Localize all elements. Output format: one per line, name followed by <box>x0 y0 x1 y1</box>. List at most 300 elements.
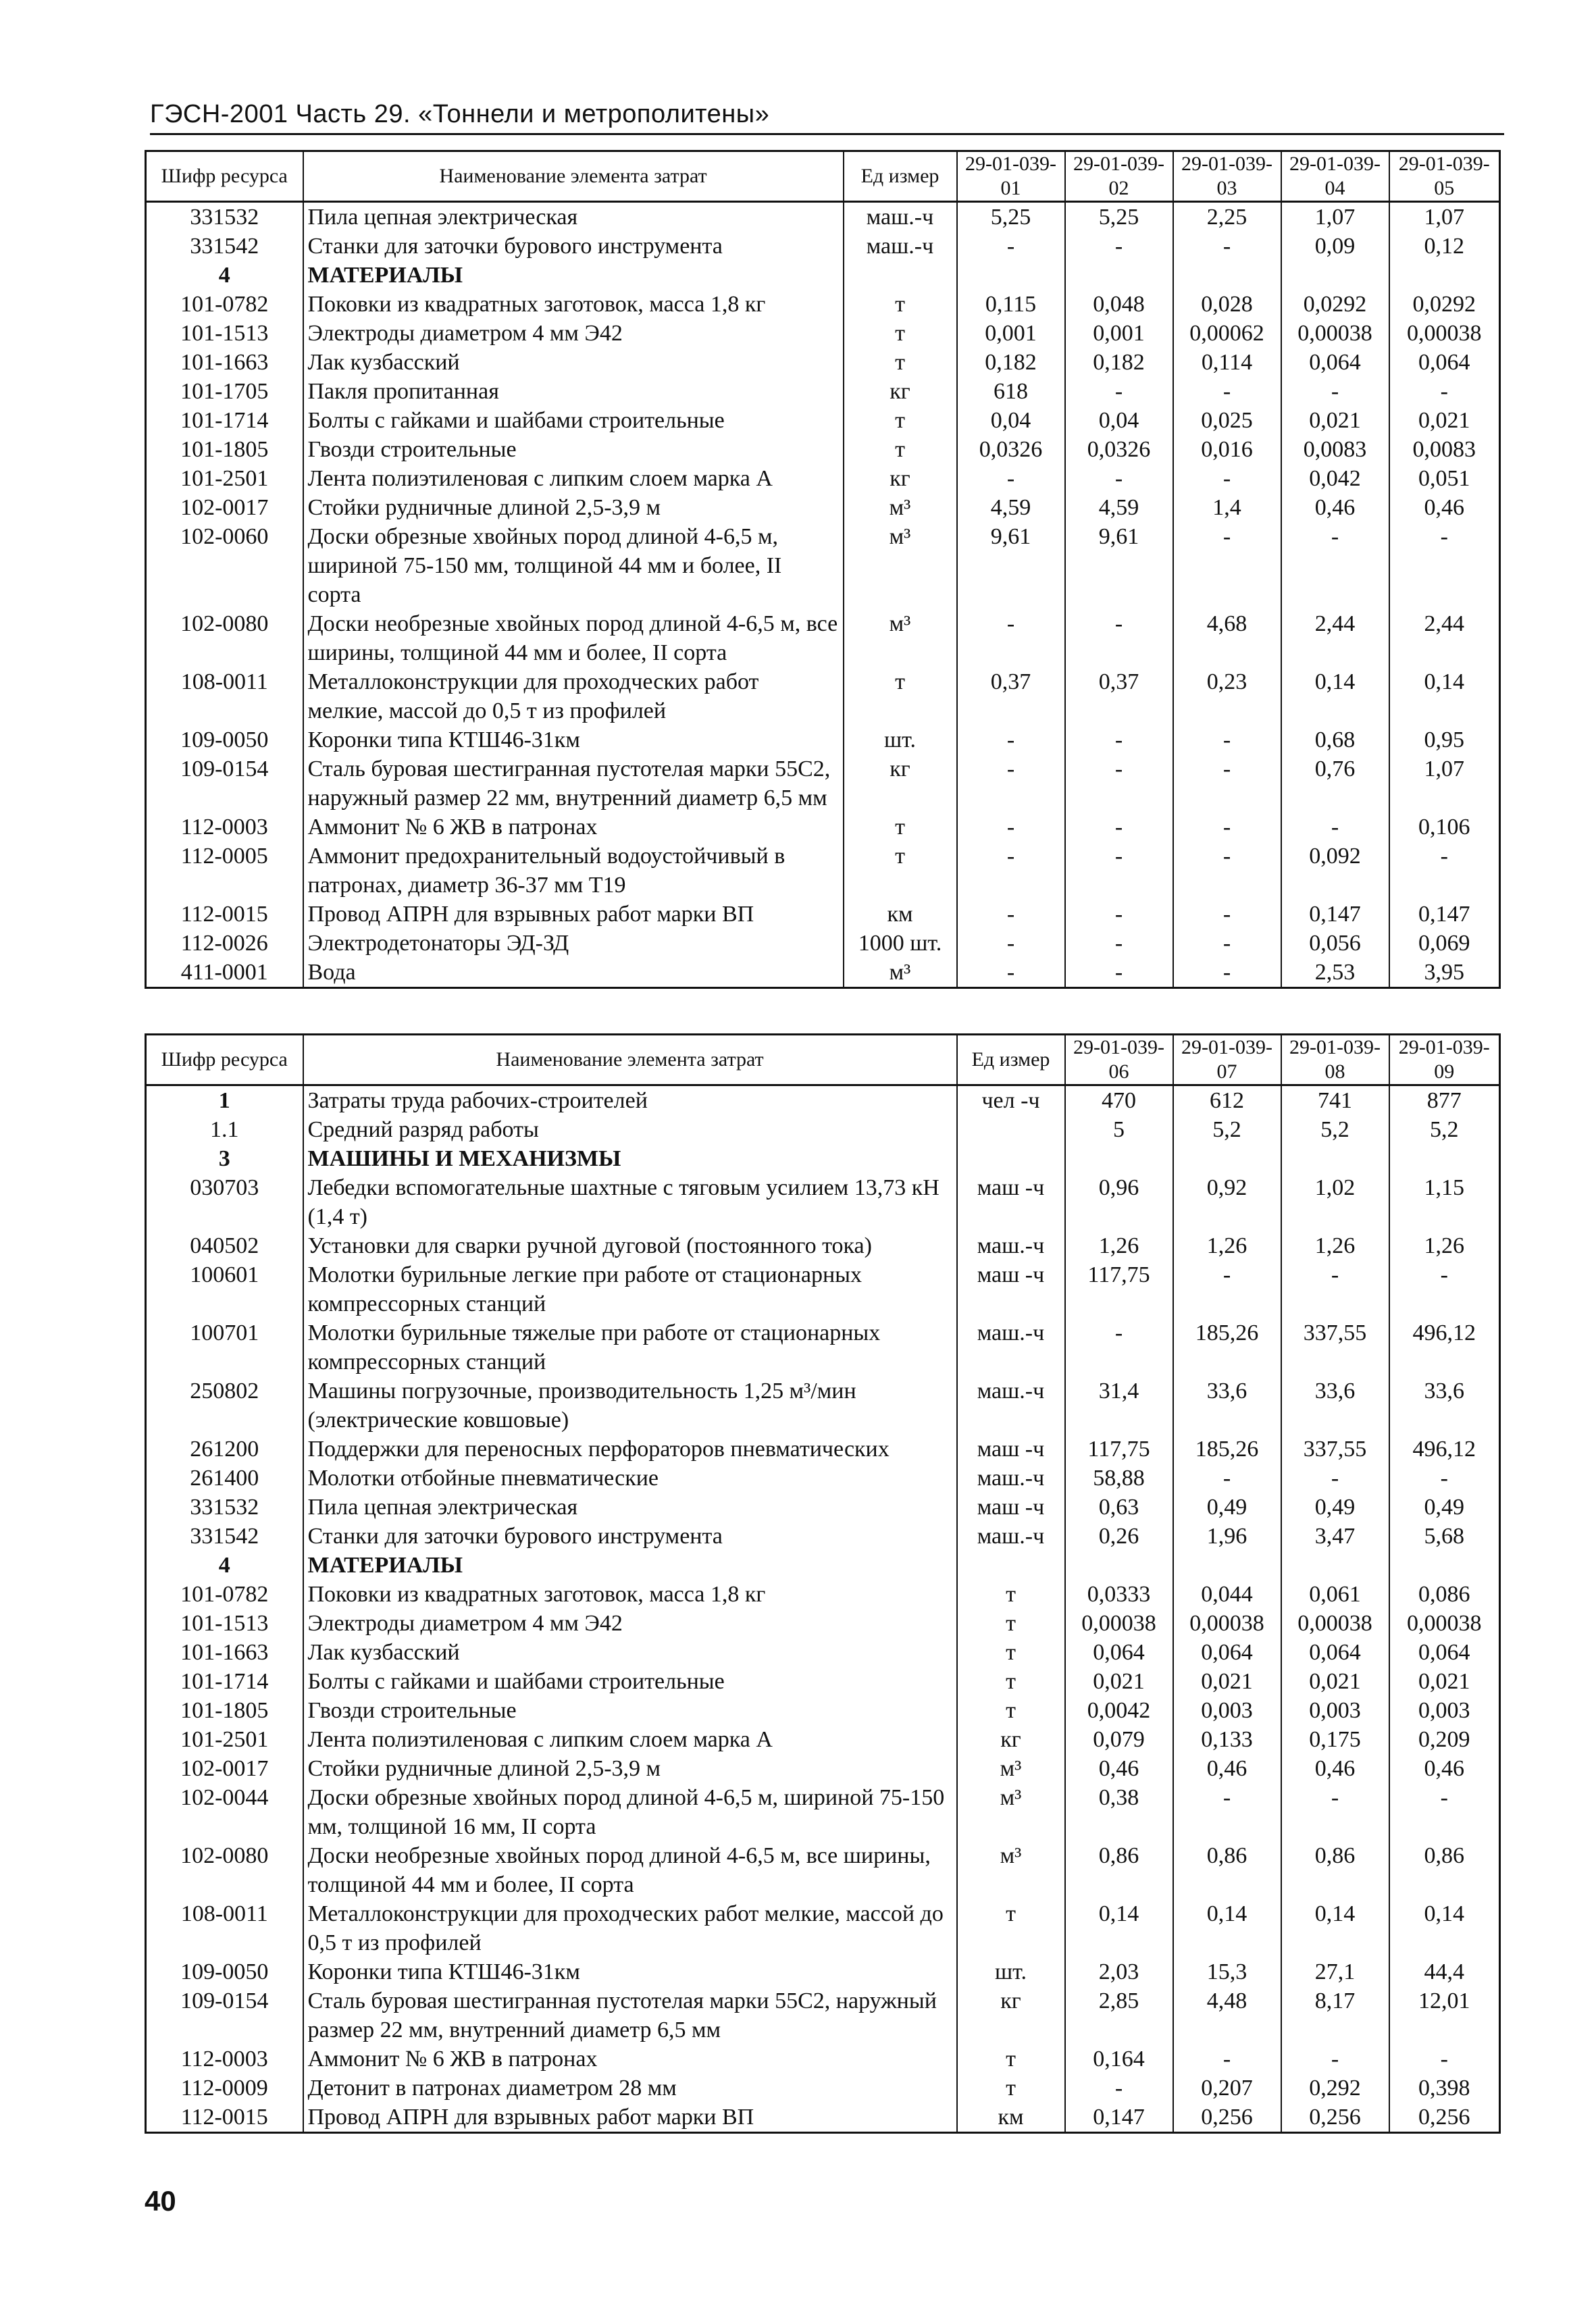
unit-cell: т <box>844 842 957 900</box>
table-row <box>146 1957 1500 1986</box>
resource-name-cell: Гвозди строительные <box>303 435 844 464</box>
value-cell <box>1065 1144 1173 1173</box>
resource-name-cell: Средний разряд работы <box>303 1115 957 1144</box>
value-cell: 0,256 <box>1173 2103 1281 2133</box>
unit-cell: т <box>957 1580 1065 1609</box>
value-cell: 31,4 <box>1065 1377 1173 1435</box>
table-row <box>146 1580 1500 1609</box>
value-cell: 0,14 <box>1065 1899 1173 1957</box>
unit-cell: маш.-ч <box>844 202 957 232</box>
unit-cell: маш -ч <box>957 1493 1065 1522</box>
value-cell: 0,46 <box>1281 493 1389 522</box>
value-cell: 33,6 <box>1389 1377 1500 1435</box>
resource-name-cell: Поковки из квадратных заготовок, масса 1,8 кг <box>303 290 844 319</box>
unit-cell: маш.-ч <box>957 1522 1065 1551</box>
value-cell: 27,1 <box>1281 1957 1389 1986</box>
table-row <box>146 1899 1500 1957</box>
resource-code-cell: 040502 <box>146 1231 303 1260</box>
table-row <box>146 202 1500 232</box>
resource-name-cell: Молотки бурильные тяжелые при работе от стационарных компрессорных станций <box>303 1318 957 1377</box>
unit-cell: км <box>844 900 957 929</box>
resource-code-cell: 1.1 <box>146 1115 303 1144</box>
value-cell: 1,26 <box>1173 1231 1281 1260</box>
value-cell: - <box>1173 1783 1281 1841</box>
value-cell: 0,069 <box>1389 929 1500 958</box>
value-cell: - <box>1281 813 1389 842</box>
value-cell: 0,96 <box>1065 1173 1173 1231</box>
resource-code-cell: 101-1513 <box>146 1609 303 1638</box>
resource-name-cell: Сталь буровая шестигранная пустотелая марки 55С2, наружный размер 22 мм, внутренний диаметр 6,5 мм <box>303 1986 957 2045</box>
value-cell: 0,048 <box>1065 290 1173 319</box>
unit-cell: маш.-ч <box>957 1231 1065 1260</box>
unit-cell: т <box>957 1667 1065 1696</box>
value-cell: 4,68 <box>1173 609 1281 667</box>
column-header: 29-01-039-03 <box>1173 151 1281 202</box>
table-row <box>146 2045 1500 2074</box>
value-cell: 0,86 <box>1389 1841 1500 1899</box>
value-cell: 1,15 <box>1389 1173 1500 1231</box>
value-cell: 5,25 <box>1065 202 1173 232</box>
value-cell: 0,00038 <box>1065 1609 1173 1638</box>
table-row <box>146 232 1500 261</box>
value-cell: 0,04 <box>1065 406 1173 435</box>
unit-cell: кг <box>844 377 957 406</box>
resource-name-cell: Металлоконструкции для проходческих работ мелкие, массой до 0,5 т из профилей <box>303 667 844 725</box>
resource-name-cell: Провод АПРН для взрывных работ марки ВП <box>303 2103 957 2133</box>
table-row <box>146 725 1500 754</box>
resource-code-cell: 331542 <box>146 1522 303 1551</box>
resource-code-cell: 100601 <box>146 1260 303 1318</box>
value-cell: 0,051 <box>1389 464 1500 493</box>
value-cell: 8,17 <box>1281 1986 1389 2045</box>
unit-cell: т <box>957 2074 1065 2103</box>
resource-name-cell: Молотки бурильные легкие при работе от стационарных компрессорных станций <box>303 1260 957 1318</box>
value-cell: 0,00038 <box>1173 1609 1281 1638</box>
unit-cell: м³ <box>844 493 957 522</box>
resource-name-cell: Болты с гайками и шайбами строительные <box>303 1667 957 1696</box>
resource-name-cell: Машины погрузочные, производительность 1,25 м³/мин (электрические ковшовые) <box>303 1377 957 1435</box>
value-cell: 612 <box>1173 1085 1281 1116</box>
table-row <box>146 609 1500 667</box>
value-cell <box>1281 1144 1389 1173</box>
resource-name-cell: Доски необрезные хвойных пород длиной 4-6,5 м, все ширины, толщиной 44 мм и более, II сорта <box>303 609 844 667</box>
column-header: Шифр ресурса <box>146 1035 303 1085</box>
value-cell: 0,042 <box>1281 464 1389 493</box>
resource-code-cell: 411-0001 <box>146 958 303 988</box>
unit-cell: км <box>957 2103 1065 2133</box>
resource-code-cell: 101-2501 <box>146 464 303 493</box>
resource-name-cell: Доски обрезные хвойных пород длиной 4-6,5 м, шириной 75-150 мм, толщиной 44 мм и более, II сорта <box>303 522 844 609</box>
value-cell: - <box>957 232 1065 261</box>
unit-cell: м³ <box>844 958 957 988</box>
value-cell: 1,96 <box>1173 1522 1281 1551</box>
resource-code-cell: 102-0060 <box>146 522 303 609</box>
table-row <box>146 2103 1500 2133</box>
value-cell: 0,061 <box>1281 1580 1389 1609</box>
table-row <box>146 1260 1500 1318</box>
value-cell: 9,61 <box>957 522 1065 609</box>
value-cell: - <box>1173 1464 1281 1493</box>
value-cell: 0,064 <box>1389 1638 1500 1667</box>
resource-name-cell: Лак кузбасский <box>303 1638 957 1667</box>
value-cell: 0,256 <box>1281 2103 1389 2133</box>
value-cell: 0,147 <box>1281 900 1389 929</box>
value-cell: 185,26 <box>1173 1435 1281 1464</box>
value-cell: - <box>957 464 1065 493</box>
table-row <box>146 1754 1500 1783</box>
table-row <box>146 1493 1500 1522</box>
value-cell: - <box>1065 842 1173 900</box>
unit-cell: кг <box>844 464 957 493</box>
value-cell: 0,12 <box>1389 232 1500 261</box>
value-cell: - <box>1065 813 1173 842</box>
value-cell: 0,76 <box>1281 754 1389 813</box>
unit-cell: кг <box>957 1725 1065 1754</box>
resource-name-cell: Лебедки вспомогательные шахтные с тяговым усилием 13,73 кН (1,4 т) <box>303 1173 957 1231</box>
unit-cell: шт. <box>957 1957 1065 1986</box>
value-cell: 0,003 <box>1173 1696 1281 1725</box>
value-cell: 0,46 <box>1389 493 1500 522</box>
resource-code-cell: 112-0015 <box>146 900 303 929</box>
unit-cell: т <box>957 1609 1065 1638</box>
value-cell: - <box>1281 1260 1389 1318</box>
value-cell: - <box>1173 1260 1281 1318</box>
unit-cell: маш -ч <box>957 1173 1065 1231</box>
table-row <box>146 1085 1500 1116</box>
resource-code-cell: 331542 <box>146 232 303 261</box>
value-cell: 0,0292 <box>1389 290 1500 319</box>
resource-name-cell: Затраты труда рабочих-строителей <box>303 1085 957 1116</box>
value-cell: 741 <box>1281 1085 1389 1116</box>
resource-code-cell: 331532 <box>146 202 303 232</box>
resource-code-cell: 4 <box>146 1551 303 1580</box>
value-cell: 0,021 <box>1281 406 1389 435</box>
unit-cell: т <box>957 1899 1065 1957</box>
value-cell: - <box>1281 522 1389 609</box>
resource-code-cell: 101-1663 <box>146 348 303 377</box>
value-cell: 33,6 <box>1281 1377 1389 1435</box>
value-cell: 5,2 <box>1281 1115 1389 1144</box>
value-cell: - <box>1065 609 1173 667</box>
unit-cell: маш -ч <box>957 1435 1065 1464</box>
resource-code-cell: 331532 <box>146 1493 303 1522</box>
resource-name-cell: Доски необрезные хвойных пород длиной 4-6,5 м, все ширины, толщиной 44 мм и более, II сорта <box>303 1841 957 1899</box>
unit-cell: маш.-ч <box>844 232 957 261</box>
resource-code-cell: 4 <box>146 261 303 290</box>
value-cell <box>1281 1551 1389 1580</box>
section-row <box>146 1551 1500 1580</box>
value-cell: 12,01 <box>1389 1986 1500 2045</box>
resource-name-cell: МАШИНЫ И МЕХАНИЗМЫ <box>303 1144 957 1173</box>
resource-name-cell: Аммонит предохранительный водоустойчивый в патронах, диаметр 36-37 мм Т19 <box>303 842 844 900</box>
value-cell: 0,056 <box>1281 929 1389 958</box>
column-header: Ед измер <box>844 151 957 202</box>
value-cell <box>1173 1551 1281 1580</box>
value-cell: 337,55 <box>1281 1318 1389 1377</box>
value-cell: 0,46 <box>1281 1754 1389 1783</box>
value-cell: 0,86 <box>1065 1841 1173 1899</box>
value-cell: 0,38 <box>1065 1783 1173 1841</box>
value-cell: 1,4 <box>1173 493 1281 522</box>
value-cell: 877 <box>1389 1085 1500 1116</box>
resource-code-cell: 112-0003 <box>146 813 303 842</box>
resource-code-cell: 102-0017 <box>146 1754 303 1783</box>
unit-cell: м³ <box>957 1841 1065 1899</box>
table-row <box>146 1986 1500 2045</box>
value-cell: 1,02 <box>1281 1173 1389 1231</box>
value-cell: - <box>1389 842 1500 900</box>
resource-code-cell: 102-0044 <box>146 1783 303 1841</box>
unit-cell: кг <box>844 754 957 813</box>
unit-cell: т <box>844 348 957 377</box>
table-row <box>146 1115 1500 1144</box>
table-row <box>146 1725 1500 1754</box>
value-cell: 0,003 <box>1389 1696 1500 1725</box>
column-header: 29-01-039-06 <box>1065 1035 1173 1085</box>
unit-cell: м³ <box>844 609 957 667</box>
unit-cell: т <box>844 435 957 464</box>
resource-name-cell: Гвозди строительные <box>303 1696 957 1725</box>
value-cell: - <box>1065 1318 1173 1377</box>
value-cell: 0,021 <box>1389 1667 1500 1696</box>
unit-cell: маш.-ч <box>957 1377 1065 1435</box>
table-row <box>146 348 1500 377</box>
value-cell: 2,25 <box>1173 202 1281 232</box>
resource-name-cell: МАТЕРИАЛЫ <box>303 1551 957 1580</box>
resource-code-cell: 112-0003 <box>146 2045 303 2074</box>
unit-cell: т <box>957 1696 1065 1725</box>
unit-cell: 1000 шт. <box>844 929 957 958</box>
resource-code-cell: 101-2501 <box>146 1725 303 1754</box>
resource-code-cell: 101-0782 <box>146 1580 303 1609</box>
value-cell: 0,021 <box>1173 1667 1281 1696</box>
value-cell: 0,064 <box>1281 348 1389 377</box>
value-cell: - <box>1173 813 1281 842</box>
value-cell: 0,46 <box>1173 1754 1281 1783</box>
value-cell <box>1389 1551 1500 1580</box>
value-cell: 5,2 <box>1173 1115 1281 1144</box>
table-row <box>146 1667 1500 1696</box>
value-cell: 0,164 <box>1065 2045 1173 2074</box>
value-cell: 2,85 <box>1065 1986 1173 2045</box>
resource-name-cell: Вода <box>303 958 844 988</box>
value-cell: - <box>1173 754 1281 813</box>
value-cell: 58,88 <box>1065 1464 1173 1493</box>
resource-name-cell: Стойки рудничные длиной 2,5-3,9 м <box>303 493 844 522</box>
value-cell: 0,37 <box>1065 667 1173 725</box>
value-cell: - <box>1173 842 1281 900</box>
value-cell: - <box>1389 377 1500 406</box>
unit-cell: маш.-ч <box>957 1318 1065 1377</box>
table-row <box>146 522 1500 609</box>
value-cell: 0,14 <box>1281 667 1389 725</box>
value-cell: - <box>1173 464 1281 493</box>
value-cell: 0,0333 <box>1065 1580 1173 1609</box>
value-cell: 0,001 <box>957 319 1065 348</box>
table-row <box>146 406 1500 435</box>
value-cell: 0,68 <box>1281 725 1389 754</box>
resource-code-cell: 030703 <box>146 1173 303 1231</box>
resource-code-cell: 102-0080 <box>146 609 303 667</box>
value-cell: 496,12 <box>1389 1318 1500 1377</box>
table-row <box>146 842 1500 900</box>
resource-code-cell: 1 <box>146 1085 303 1116</box>
value-cell <box>1389 1144 1500 1173</box>
page-header: ГЭСН-2001 Часть 29. «Тоннели и метрополитены» <box>150 100 1504 135</box>
unit-cell: т <box>844 667 957 725</box>
value-cell <box>1065 1551 1173 1580</box>
resource-name-cell: Пила цепная электрическая <box>303 1493 957 1522</box>
value-cell: 0,00038 <box>1389 319 1500 348</box>
column-header: Шифр ресурса <box>146 151 303 202</box>
unit-cell: маш.-ч <box>957 1464 1065 1493</box>
value-cell: - <box>957 958 1065 988</box>
value-cell: 0,46 <box>1065 1754 1173 1783</box>
value-cell: 0,00038 <box>1281 1609 1389 1638</box>
unit-cell: м³ <box>957 1754 1065 1783</box>
value-cell: 2,53 <box>1281 958 1389 988</box>
value-cell: 0,398 <box>1389 2074 1500 2103</box>
unit-cell: м³ <box>957 1783 1065 1841</box>
table-row <box>146 377 1500 406</box>
table-row <box>146 929 1500 958</box>
value-cell: 0,001 <box>1065 319 1173 348</box>
table-row <box>146 754 1500 813</box>
unit-cell <box>844 261 957 290</box>
value-cell: 0,14 <box>1173 1899 1281 1957</box>
value-cell: - <box>1389 1464 1500 1493</box>
resource-name-cell: Станки для заточки бурового инструмента <box>303 1522 957 1551</box>
value-cell: 5,2 <box>1389 1115 1500 1144</box>
value-cell: 15,3 <box>1173 1957 1281 1986</box>
section-row <box>146 261 1500 290</box>
unit-cell: м³ <box>844 522 957 609</box>
value-cell: - <box>1389 2045 1500 2074</box>
resource-code-cell: 101-0782 <box>146 290 303 319</box>
resource-name-cell: Коронки типа КТШ46-31км <box>303 725 844 754</box>
resource-name-cell: Болты с гайками и шайбами строительные <box>303 406 844 435</box>
resource-name-cell: Электродетонаторы ЭД-ЗД <box>303 929 844 958</box>
resource-name-cell: Стойки рудничные длиной 2,5-3,9 м <box>303 1754 957 1783</box>
value-cell: 0,14 <box>1389 1899 1500 1957</box>
value-cell: - <box>1173 522 1281 609</box>
value-cell: - <box>957 609 1065 667</box>
value-cell: - <box>1065 232 1173 261</box>
value-cell: - <box>1065 2074 1173 2103</box>
value-cell: 0,092 <box>1281 842 1389 900</box>
value-cell: 0,49 <box>1281 1493 1389 1522</box>
value-cell: - <box>957 842 1065 900</box>
value-cell: 0,49 <box>1173 1493 1281 1522</box>
value-cell: 0,025 <box>1173 406 1281 435</box>
value-cell: 0,09 <box>1281 232 1389 261</box>
value-cell: 1,07 <box>1281 202 1389 232</box>
value-cell: 0,115 <box>957 290 1065 319</box>
resource-code-cell: 109-0050 <box>146 725 303 754</box>
value-cell: 0,86 <box>1281 1841 1389 1899</box>
resource-code-cell: 261400 <box>146 1464 303 1493</box>
resource-name-cell: Пакля пропитанная <box>303 377 844 406</box>
table-row <box>146 1696 1500 1725</box>
table-row <box>146 1231 1500 1260</box>
resource-code-cell: 102-0080 <box>146 1841 303 1899</box>
value-cell: 1,07 <box>1389 754 1500 813</box>
column-header: 29-01-039-01 <box>957 151 1065 202</box>
value-cell: 0,079 <box>1065 1725 1173 1754</box>
value-cell: 0,147 <box>1389 900 1500 929</box>
resource-name-cell: Станки для заточки бурового инструмента <box>303 232 844 261</box>
value-cell: - <box>1281 377 1389 406</box>
value-cell: - <box>1173 900 1281 929</box>
table-row <box>146 1609 1500 1638</box>
value-cell: 0,0042 <box>1065 1696 1173 1725</box>
value-cell: - <box>1173 929 1281 958</box>
value-cell: 33,6 <box>1173 1377 1281 1435</box>
value-cell: 0,064 <box>1065 1638 1173 1667</box>
value-cell: - <box>1065 900 1173 929</box>
resource-code-cell: 100701 <box>146 1318 303 1377</box>
column-header: 29-01-039-04 <box>1281 151 1389 202</box>
value-cell: 496,12 <box>1389 1435 1500 1464</box>
value-cell: - <box>1173 377 1281 406</box>
resource-code-cell: 112-0009 <box>146 2074 303 2103</box>
table-row <box>146 493 1500 522</box>
table-row <box>146 1377 1500 1435</box>
value-cell: 0,028 <box>1173 290 1281 319</box>
value-cell: - <box>957 725 1065 754</box>
value-cell: 0,021 <box>1281 1667 1389 1696</box>
resource-name-cell: Сталь буровая шестигранная пустотелая марки 55С2, наружный размер 22 мм, внутренний диаметр 6,5 мм <box>303 754 844 813</box>
value-cell: 0,106 <box>1389 813 1500 842</box>
value-cell <box>1281 261 1389 290</box>
value-cell: 0,064 <box>1281 1638 1389 1667</box>
value-cell: 0,209 <box>1389 1725 1500 1754</box>
value-cell: 0,064 <box>1173 1638 1281 1667</box>
value-cell: - <box>1389 1260 1500 1318</box>
resource-code-cell: 261200 <box>146 1435 303 1464</box>
value-cell: 0,133 <box>1173 1725 1281 1754</box>
table-row <box>146 319 1500 348</box>
column-header: Наименование элемента затрат <box>303 1035 957 1085</box>
resource-name-cell: Детонит в патронах диаметром 28 мм <box>303 2074 957 2103</box>
value-cell: 1,26 <box>1281 1231 1389 1260</box>
value-cell: 0,086 <box>1389 1580 1500 1609</box>
value-cell: 0,064 <box>1389 348 1500 377</box>
value-cell: - <box>1065 725 1173 754</box>
resource-name-cell: Лента полиэтиленовая с липким слоем марка А <box>303 1725 957 1754</box>
resource-code-cell: 101-1663 <box>146 1638 303 1667</box>
resource-code-cell: 250802 <box>146 1377 303 1435</box>
table-row <box>146 900 1500 929</box>
value-cell: 2,03 <box>1065 1957 1173 1986</box>
value-cell: 0,182 <box>1065 348 1173 377</box>
value-cell: - <box>957 929 1065 958</box>
unit-cell <box>957 1551 1065 1580</box>
table-row <box>146 290 1500 319</box>
table-1-header-row <box>146 151 1500 202</box>
value-cell: 0,0326 <box>1065 435 1173 464</box>
value-cell <box>1389 261 1500 290</box>
value-cell: 0,00038 <box>1389 1609 1500 1638</box>
section-row <box>146 1144 1500 1173</box>
unit-cell: кг <box>957 1986 1065 2045</box>
unit-cell: чел -ч <box>957 1085 1065 1116</box>
value-cell: 0,207 <box>1173 2074 1281 2103</box>
value-cell: - <box>1065 464 1173 493</box>
table-2-header-row <box>146 1035 1500 1085</box>
value-cell: 3,95 <box>1389 958 1500 988</box>
resource-name-cell: Молотки отбойные пневматические <box>303 1464 957 1493</box>
